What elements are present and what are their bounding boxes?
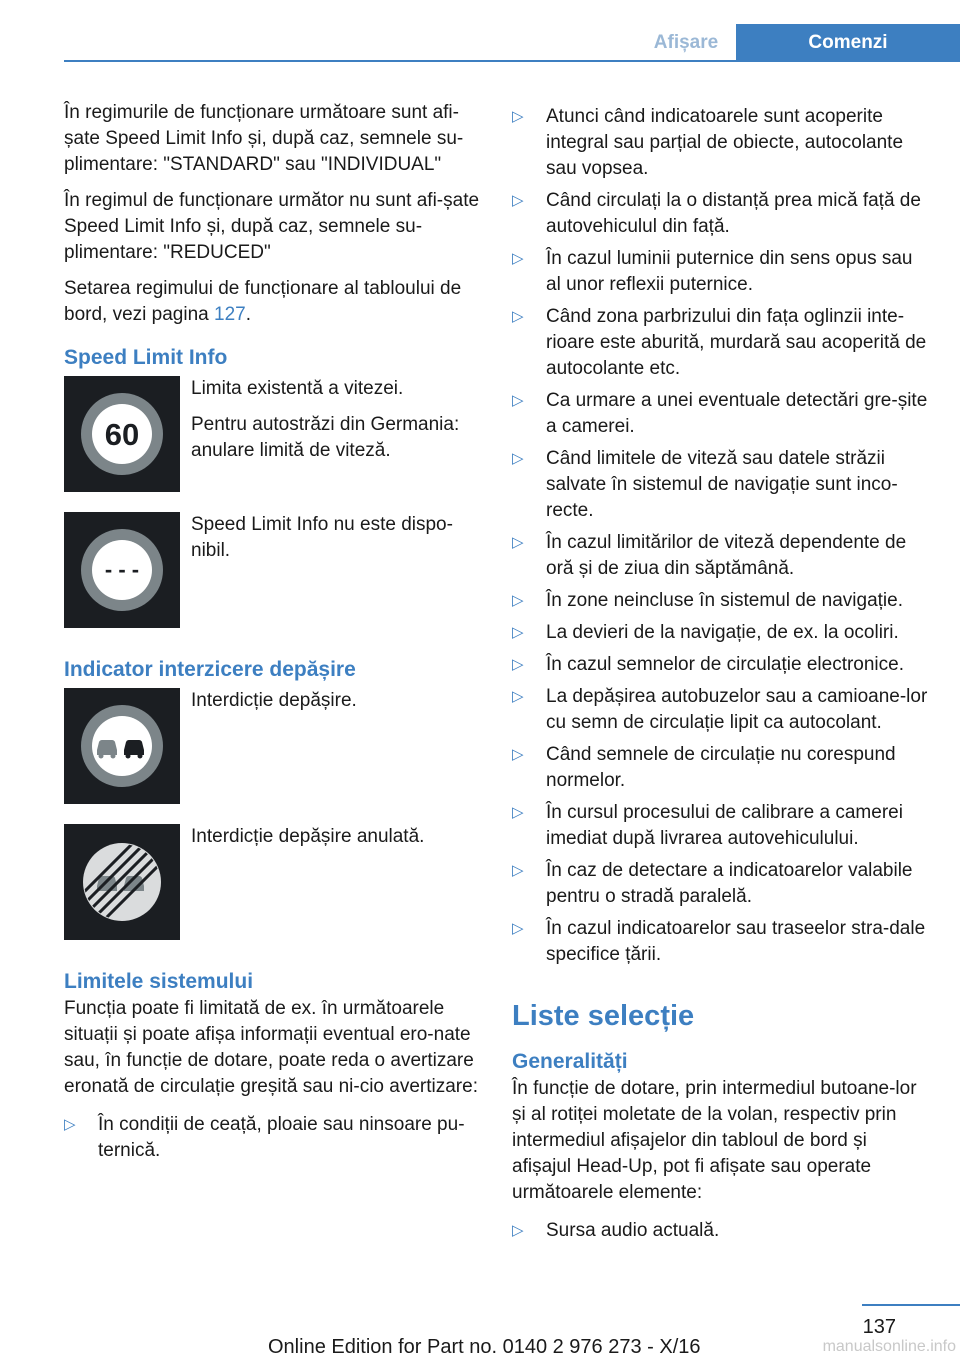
list-item (64, 1112, 480, 1164)
list-item-text: Când circulați la o distanță prea mică față de autovehiculul din față. (546, 190, 921, 237)
triangle-bullet-icon: ▷ (512, 688, 524, 705)
footer-rule (862, 1304, 960, 1306)
list-item-text: În condiții de ceață, ploaie sau ninsoare pu‐ternică. (98, 1114, 465, 1161)
triangle-bullet-icon: ▷ (512, 804, 524, 821)
list-item-text: În cazul luminii puternice din sens opus sau al unor reflexii puternice. (546, 248, 913, 295)
heading-system-limits: Limitele sistemului (64, 970, 254, 993)
left-bullet-list (64, 1112, 480, 1164)
triangle-bullet-icon: ▷ (512, 250, 524, 267)
triangle-bullet-icon: ▷ (512, 746, 524, 763)
tab-comenzi[interactable]: Comenzi (736, 24, 960, 62)
triangle-bullet-icon: ▷ (512, 624, 524, 641)
paragraph-limits: Funcția poate fi limitată de ex. în următoarele situații și poate afișa informații eventual ero‐nate sau, în funcție de dotare, poate reda o avertizare eronată de circulație greșită sau ni‐cio avertizare: (64, 998, 478, 1097)
heading-overtaking: Indicator interzicere depășire (64, 658, 356, 681)
list-item (512, 104, 930, 182)
list-item (512, 530, 930, 582)
right-bullet-list-2 (512, 1218, 930, 1244)
list-item (512, 620, 930, 646)
edition-text: Online Edition for Part no. 0140 2 976 273 - X/16 (268, 1336, 701, 1358)
page-link[interactable]: 127 (214, 304, 246, 325)
sign-row-no-overtaking (64, 688, 480, 804)
list-item-text: Când zona parbrizului din fața oglinzii inte‐rioare este aburită, murdară sau acoperită de autocolante etc. (546, 306, 927, 379)
triangle-bullet-icon: ▷ (512, 108, 524, 125)
list-item-text: La devieri de la navigație, de ex. la ocoliri. (546, 622, 899, 643)
sign-unavailable-value: - - - (104, 557, 140, 582)
list-item (512, 1218, 930, 1244)
list-item-text: În cazul limitărilor de viteză dependente de oră și de ziua din săptămână. (546, 532, 907, 579)
list-item-text: Când semnele de circulație nu corespund normelor. (546, 744, 896, 791)
list-item (512, 246, 930, 298)
sign-1-text-1: Limita existentă a vitezei. (191, 378, 404, 399)
sign-1-description (191, 376, 480, 474)
speed-limit-unavailable-sign-icon (64, 512, 180, 628)
triangle-bullet-icon: ▷ (512, 534, 524, 551)
list-item-text: La depășirea autobuzelor sau a camioane‐lor cu semn de circulație lipit ca autocolant. (546, 686, 928, 733)
sign-speed-value: 60 (104, 417, 140, 452)
page-header (0, 24, 960, 62)
page-number: 137 (862, 1316, 896, 1338)
triangle-bullet-icon: ▷ (512, 656, 524, 673)
paragraph-1: În regimurile de funcționare următoare sunt afi‐șate Speed Limit Info și, după caz, semnele su‐plimentare: "STANDARD" sau "INDIVIDUAL" (64, 102, 464, 175)
page-footer (0, 1300, 960, 1362)
paragraph-3 (64, 276, 480, 328)
list-item (512, 304, 930, 382)
triangle-bullet-icon: ▷ (512, 592, 524, 609)
list-item (512, 916, 930, 968)
triangle-bullet-icon: ▷ (512, 862, 524, 879)
list-item (512, 652, 930, 678)
sign-2-description (191, 512, 480, 574)
triangle-bullet-icon: ▷ (512, 392, 524, 409)
sign-3-text: Interdicție depășire. (191, 690, 357, 711)
heading-generalitati: Generalități (512, 1050, 628, 1073)
list-item-text: Atunci când indicatoarele sunt acoperite integral sau parțial de obiecte, autocolante sau vopsea. (546, 106, 904, 179)
list-item (512, 188, 930, 240)
sign-4-text: Interdicție depășire anulată. (191, 826, 425, 847)
triangle-bullet-icon: ▷ (512, 920, 524, 937)
sign-row-unavailable (64, 512, 480, 628)
paragraph-2: În regimul de funcționare următor nu sunt afi‐șate Speed Limit Info și, după caz, semnele su‐plimentare: "REDUCED" (64, 190, 480, 263)
header-rule (64, 60, 960, 62)
triangle-bullet-icon: ▷ (64, 1116, 76, 1133)
sign-2-text: Speed Limit Info nu este dispo‐nibil. (191, 514, 453, 561)
list-item-text: Ca urmare a unei eventuale detectări gre‐șite a camerei. (546, 390, 928, 437)
list-item (512, 446, 930, 524)
sign-row-speed-limit (64, 376, 480, 492)
sign-row-overtaking-ended (64, 824, 480, 940)
heading-speed-limit-info: Speed Limit Info (64, 346, 228, 369)
right-bullet-list (512, 104, 930, 968)
left-column (64, 100, 480, 1170)
list-item (512, 742, 930, 794)
list-item (512, 588, 930, 614)
list-item (512, 388, 930, 440)
watermark: manualsonline.info (822, 1338, 956, 1355)
paragraph-3-suffix: . (245, 304, 251, 325)
speed-limit-60-sign-icon (64, 376, 180, 492)
triangle-bullet-icon: ▷ (512, 308, 524, 325)
list-item-text: În caz de detectare a indicatoarelor valabile pentru o stradă paralelă. (546, 860, 913, 907)
list-item (512, 858, 930, 910)
list-item-text: În zone neincluse în sistemul de navigație. (546, 590, 903, 611)
no-overtaking-sign-icon (64, 688, 180, 804)
paragraph-3-text: Setarea regimului de funcționare al tabloului de bord, vezi pagina (64, 278, 462, 325)
list-item-text: În cazul semnelor de circulație electronice. (546, 654, 905, 675)
sign-4-description (191, 824, 424, 860)
tab-afisare[interactable]: Afișare (653, 32, 719, 53)
triangle-bullet-icon: ▷ (512, 450, 524, 467)
triangle-bullet-icon: ▷ (512, 192, 524, 209)
right-column (512, 104, 930, 1250)
list-item-text: Sursa audio actuală. (546, 1220, 720, 1241)
list-item (512, 684, 930, 736)
heading-liste-selectie: Liste selecție (512, 1000, 695, 1032)
overtaking-ended-sign-icon (64, 824, 180, 940)
list-item-text: În cazul indicatoarelor sau traseelor stra‐dale specifice țării. (546, 918, 926, 965)
sign-3-description (191, 688, 357, 724)
triangle-bullet-icon: ▷ (512, 1222, 524, 1239)
list-item-text: În cursul procesului de calibrare a camerei imediat după livrarea autovehiculului. (546, 802, 903, 849)
list-item-text: Când limitele de viteză sau datele străzii salvate în sistemul de navigație sunt inco‐recte. (546, 448, 898, 521)
paragraph-generalitati: În funcție de dotare, prin intermediul butoane‐lor și al rotiței moletate de la volan, respectiv prin intermediul afișajelor din tabloul de bord și afișajul Head-Up, pot fi afișate sau operate următoarele elemente: (512, 1078, 917, 1203)
sign-1-text-2: Pentru autostrăzi din Germania: anulare limită de viteză. (191, 414, 460, 461)
list-item (512, 800, 930, 852)
